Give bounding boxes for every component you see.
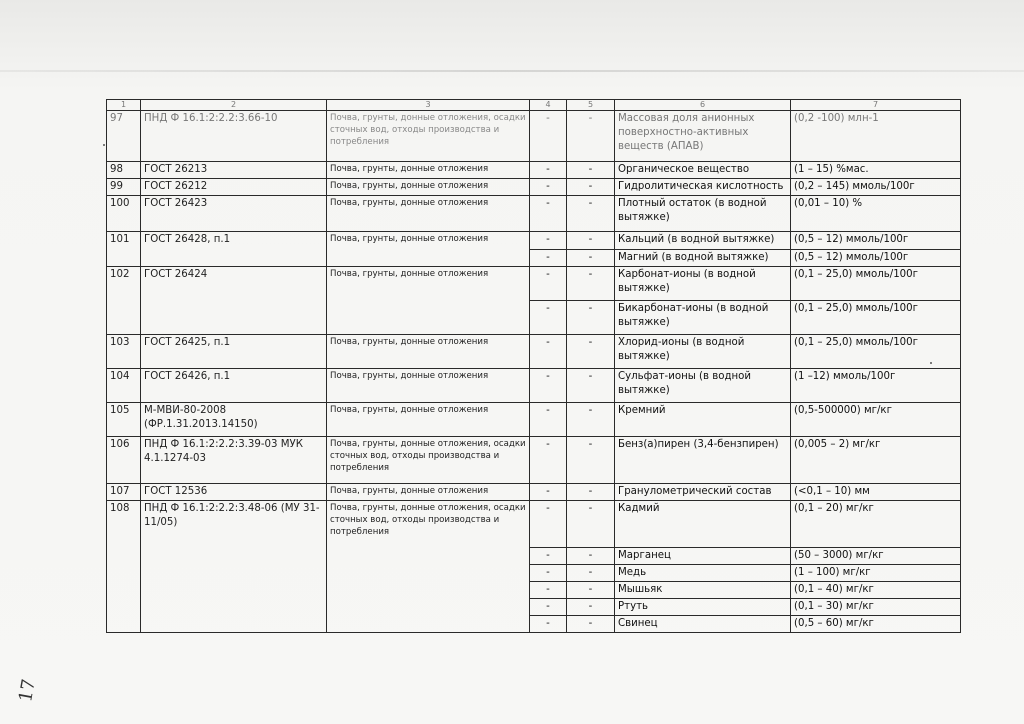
col4-value: -	[530, 565, 567, 582]
col5-value: -	[567, 616, 615, 633]
indicator: Плотный остаток (в водной вытяжке)	[615, 196, 791, 232]
measurement-range: (0,1 – 30) мг/кг	[791, 599, 961, 616]
indicator: Массовая доля анионных поверхностно-активных веществ (АПАВ)	[615, 111, 791, 162]
row-number: 100	[107, 196, 141, 232]
col4-value: -	[530, 484, 567, 501]
col4-value: -	[530, 196, 567, 232]
table-row	[107, 501, 961, 548]
col4-value: -	[530, 162, 567, 179]
col4-value: -	[530, 616, 567, 633]
indicator: Мышьяк	[615, 582, 791, 599]
col4-value: -	[530, 301, 567, 335]
col4-value: -	[530, 250, 567, 267]
row-number: 103	[107, 335, 141, 369]
measurement-range: (1 – 100) мг/кг	[791, 565, 961, 582]
col5-value: -	[567, 250, 615, 267]
col5-value: -	[567, 267, 615, 301]
measurement-range: (1 –12) ммоль/100г	[791, 369, 961, 403]
method-document: ГОСТ 26424	[141, 267, 327, 335]
col-header-1: 1	[107, 100, 141, 111]
col5-value: -	[567, 437, 615, 484]
col4-value: -	[530, 369, 567, 403]
method-document: ГОСТ 26423	[141, 196, 327, 232]
row-number: 99	[107, 179, 141, 196]
indicator: Бенз(а)пирен (3,4-бензпирен)	[615, 437, 791, 484]
scan-speck	[103, 144, 105, 146]
col4-value: -	[530, 599, 567, 616]
col4-value: -	[530, 501, 567, 548]
col5-value: -	[567, 582, 615, 599]
method-document: ПНД Ф 16.1:2:2.2:3.66-10	[141, 111, 327, 162]
indicator: Магний (в водной вытяжке)	[615, 250, 791, 267]
test-object: Почва, грунты, донные отложения	[327, 369, 530, 403]
col4-value: -	[530, 335, 567, 369]
col5-value: -	[567, 232, 615, 250]
col4-value: -	[530, 548, 567, 565]
row-number: 106	[107, 437, 141, 484]
indicator: Кадмий	[615, 501, 791, 548]
method-document: ГОСТ 26425, п.1	[141, 335, 327, 369]
col-header-7: 7	[791, 100, 961, 111]
col5-value: -	[567, 501, 615, 548]
measurement-range: (0,5 – 12) ммоль/100г	[791, 250, 961, 267]
table-row	[107, 484, 961, 501]
table-row	[107, 403, 961, 437]
row-number: 98	[107, 162, 141, 179]
measurement-range: (0,1 – 40) мг/кг	[791, 582, 961, 599]
col5-value: -	[567, 301, 615, 335]
col5-value: -	[567, 196, 615, 232]
col-header-3: 3	[327, 100, 530, 111]
col4-value: -	[530, 582, 567, 599]
col5-value: -	[567, 369, 615, 403]
col4-value: -	[530, 232, 567, 250]
col5-value: -	[567, 565, 615, 582]
indicator: Медь	[615, 565, 791, 582]
col4-value: -	[530, 403, 567, 437]
col-header-2: 2	[141, 100, 327, 111]
measurement-range: (0,2 – 145) ммоль/100г	[791, 179, 961, 196]
test-object: Почва, грунты, донные отложения	[327, 196, 530, 232]
method-document: ГОСТ 26212	[141, 179, 327, 196]
indicator: Кремний	[615, 403, 791, 437]
method-document: ГОСТ 12536	[141, 484, 327, 501]
indicator: Ртуть	[615, 599, 791, 616]
measurement-range: (1 – 15) %мас.	[791, 162, 961, 179]
test-object: Почва, грунты, донные отложения	[327, 162, 530, 179]
row-number: 97	[107, 111, 141, 162]
test-object: Почва, грунты, донные отложения	[327, 232, 530, 267]
table-row	[107, 369, 961, 403]
col5-value: -	[567, 599, 615, 616]
col4-value: -	[530, 179, 567, 196]
row-number: 101	[107, 232, 141, 267]
row-number: 105	[107, 403, 141, 437]
row-number: 107	[107, 484, 141, 501]
measurement-range: (0,005 – 2) мг/кг	[791, 437, 961, 484]
measurement-range: (0,01 – 10) %	[791, 196, 961, 232]
column-number-row	[107, 100, 961, 111]
col5-value: -	[567, 335, 615, 369]
handwritten-page-number: 17	[15, 677, 40, 704]
indicator: Хлорид-ионы (в водной вытяжке)	[615, 335, 791, 369]
indicator: Гидролитическая кислотность	[615, 179, 791, 196]
test-object: Почва, грунты, донные отложения, осадки сточных вод, отходы производства и потребления	[327, 111, 530, 162]
method-document: ГОСТ 26426, п.1	[141, 369, 327, 403]
measurement-range: (0,2 -100) млн-1	[791, 111, 961, 162]
col5-value: -	[567, 484, 615, 501]
test-object: Почва, грунты, донные отложения	[327, 179, 530, 196]
measurement-range: (0,1 – 25,0) ммоль/100г	[791, 301, 961, 335]
row-number: 108	[107, 501, 141, 633]
col5-value: -	[567, 111, 615, 162]
test-object: Почва, грунты, донные отложения	[327, 335, 530, 369]
col4-value: -	[530, 267, 567, 301]
indicator: Органическое вещество	[615, 162, 791, 179]
col4-value: -	[530, 111, 567, 162]
test-object: Почва, грунты, донные отложения	[327, 403, 530, 437]
table-row	[107, 267, 961, 301]
accreditation-scope-table	[106, 99, 961, 633]
col5-value: -	[567, 162, 615, 179]
measurement-range: (0,1 – 25,0) ммоль/100г	[791, 335, 961, 369]
table-row	[107, 196, 961, 232]
col-header-5: 5	[567, 100, 615, 111]
test-object: Почва, грунты, донные отложения, осадки сточных вод, отходы производства и потребления	[327, 437, 530, 484]
method-document: ГОСТ 26213	[141, 162, 327, 179]
indicator: Кальций (в водной вытяжке)	[615, 232, 791, 250]
measurement-range: (0,1 – 20) мг/кг	[791, 501, 961, 548]
measurement-range: (0,5 – 60) мг/кг	[791, 616, 961, 633]
test-object: Почва, грунты, донные отложения	[327, 267, 530, 335]
measurement-range: (0,1 – 25,0) ммоль/100г	[791, 267, 961, 301]
col5-value: -	[567, 179, 615, 196]
indicator: Марганец	[615, 548, 791, 565]
method-document: ПНД Ф 16.1:2:2.2:3.39-03 МУК 4.1.1274-03	[141, 437, 327, 484]
measurement-range: (<0,1 – 10) мм	[791, 484, 961, 501]
indicator: Карбонат-ионы (в водной вытяжке)	[615, 267, 791, 301]
table-row	[107, 437, 961, 484]
method-document: М-МВИ-80-2008 (ФР.1.31.2013.14150)	[141, 403, 327, 437]
measurement-range: (50 – 3000) мг/кг	[791, 548, 961, 565]
measurement-range: (0,5 – 12) ммоль/100г	[791, 232, 961, 250]
col4-value: -	[530, 437, 567, 484]
row-number: 104	[107, 369, 141, 403]
indicator: Гранулометрический состав	[615, 484, 791, 501]
table-row	[107, 111, 961, 162]
test-object: Почва, грунты, донные отложения	[327, 484, 530, 501]
scan-speck	[930, 362, 932, 364]
col5-value: -	[567, 403, 615, 437]
method-document: ГОСТ 26428, п.1	[141, 232, 327, 267]
measurement-range: (0,5-500000) мг/кг	[791, 403, 961, 437]
table-row	[107, 335, 961, 369]
table-row	[107, 179, 961, 196]
table-row	[107, 232, 961, 250]
table-row	[107, 162, 961, 179]
indicator: Бикарбонат-ионы (в водной вытяжке)	[615, 301, 791, 335]
col5-value: -	[567, 548, 615, 565]
indicator: Свинец	[615, 616, 791, 633]
col-header-6: 6	[615, 100, 791, 111]
row-number: 102	[107, 267, 141, 335]
method-document: ПНД Ф 16.1:2:2.2:3.48-06 (МУ 31-11/05)	[141, 501, 327, 633]
indicator: Сульфат-ионы (в водной вытяжке)	[615, 369, 791, 403]
page-top-edge	[0, 70, 1024, 72]
test-object: Почва, грунты, донные отложения, осадки сточных вод, отходы производства и потребления	[327, 501, 530, 633]
col-header-4: 4	[530, 100, 567, 111]
